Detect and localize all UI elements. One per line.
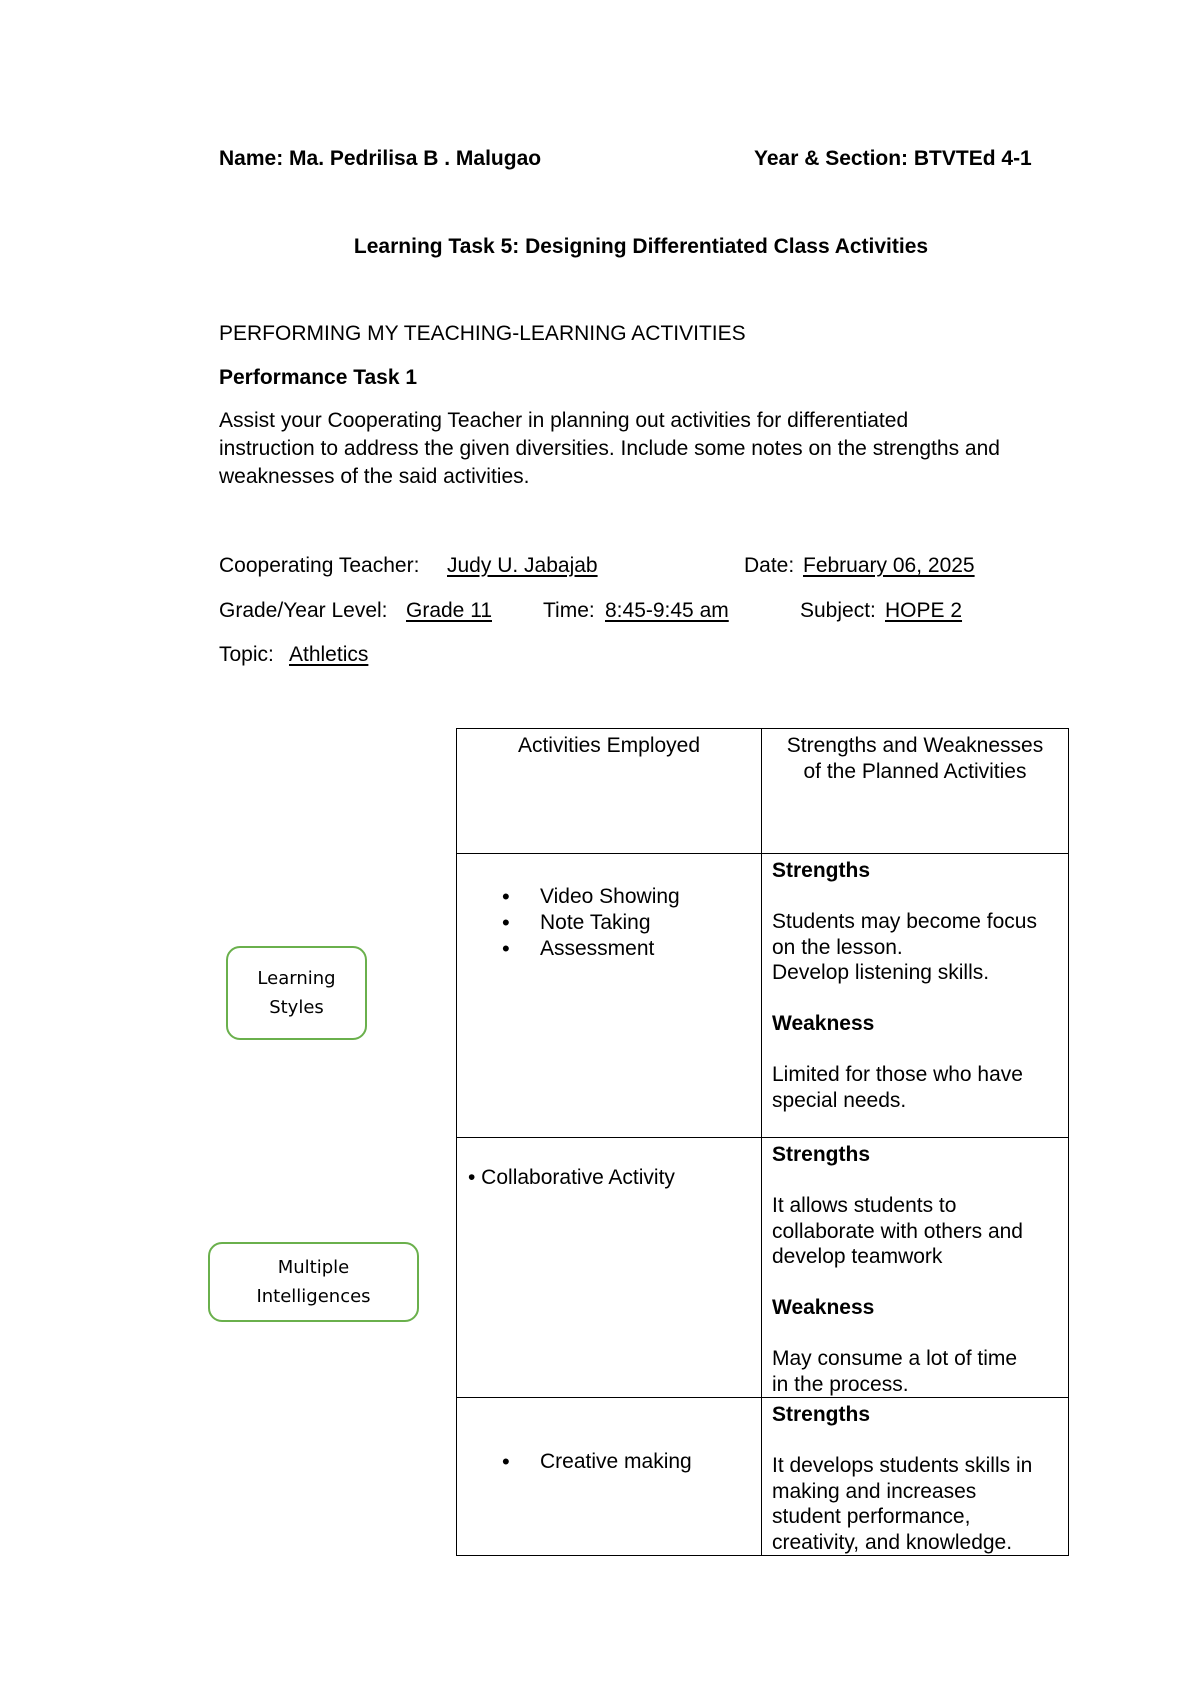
weakness-line: special needs.: [772, 1088, 907, 1112]
subject-label: Subject:: [800, 599, 876, 622]
strength-line: making and increases: [772, 1479, 977, 1503]
box-label: Styles: [269, 997, 324, 1018]
strengths-weaknesses-cell: [762, 854, 1069, 1138]
activity-list: [457, 884, 761, 962]
list-item: • Creative making: [457, 1449, 761, 1475]
table-row: [457, 1398, 1069, 1556]
subject-value: HOPE 2: [885, 599, 963, 622]
multiple-intelligences-box: [208, 1242, 419, 1322]
box-label: Multiple: [277, 1257, 350, 1278]
strength-line: student performance,: [772, 1505, 971, 1528]
strengths-heading: Strengths: [772, 1403, 871, 1426]
strengths-weaknesses-cell: [762, 1138, 1069, 1398]
strength-line: collaborate with others and: [772, 1219, 1023, 1243]
weakness-heading: Weakness: [772, 1012, 875, 1035]
activities-cell: [457, 854, 762, 1138]
activities-table: [456, 728, 1069, 1556]
header-text: of the Planned Activities: [803, 760, 1027, 783]
strength-line: It develops students skills in: [772, 1454, 1033, 1477]
student-name: Name: Ma. Pedrilisa B . Malugao: [219, 147, 542, 170]
strength-line: Students may become focus: [772, 910, 1037, 933]
box-label: Learning: [257, 968, 336, 989]
header-text: Activities Employed: [517, 734, 701, 757]
instruction-line: weaknesses of the said activities.: [219, 465, 530, 488]
section-heading: PERFORMING MY TEACHING-LEARNING ACTIVITIES: [219, 322, 746, 345]
instruction-line: Assist your Cooperating Teacher in planning out activities for differentiated: [219, 409, 909, 432]
instruction-line: instruction to address the given diversities. Include some notes on the strengths and: [219, 437, 1000, 460]
strengths-heading: Strengths: [772, 1143, 871, 1166]
table-header-row: [457, 729, 1069, 854]
date-value: February 06, 2025: [803, 554, 975, 577]
topic-value: Athletics: [289, 643, 369, 666]
strengths-heading: Strengths: [772, 859, 871, 882]
year-section: Year & Section: BTVTEd 4-1: [754, 147, 1032, 170]
teacher-label: Cooperating Teacher:: [219, 554, 420, 577]
document-title: Learning Task 5: Designing Differentiated Class Activities: [353, 235, 929, 258]
header-activities: [457, 729, 762, 854]
weakness-line: May consume a lot of time: [772, 1347, 1018, 1370]
strength-line: creativity, and knowledge.: [772, 1530, 1013, 1554]
header-strengths-weaknesses: [762, 729, 1069, 854]
weakness-line: in the process.: [772, 1372, 909, 1396]
strength-line: on the lesson.: [772, 935, 903, 959]
instructions: [219, 407, 1089, 491]
strength-line: It allows students to: [772, 1194, 957, 1217]
grade-value: Grade 11: [406, 599, 492, 622]
list-item: • Note Taking: [457, 910, 761, 936]
date-label: Date:: [744, 554, 795, 577]
task-heading: Performance Task 1: [219, 366, 418, 389]
teacher-value: Judy U. Jabajab: [447, 554, 598, 577]
table-row: [457, 1138, 1069, 1398]
activities-cell: [457, 1138, 762, 1398]
grade-label: Grade/Year Level:: [219, 599, 388, 622]
time-value: 8:45-9:45 am: [605, 599, 729, 622]
list-item: • Assessment: [457, 936, 761, 962]
strength-line: Develop listening skills.: [772, 961, 990, 984]
activity-list: [457, 1449, 761, 1475]
list-item: • Video Showing: [457, 884, 761, 910]
weakness-line: Limited for those who have: [772, 1063, 1023, 1086]
strength-line: develop teamwork: [772, 1245, 943, 1268]
topic-label: Topic:: [219, 643, 274, 666]
header-text: Strengths and Weaknesses: [786, 734, 1044, 757]
time-label: Time:: [543, 599, 595, 622]
box-label: Intelligences: [256, 1286, 371, 1307]
activities-cell: [457, 1398, 762, 1556]
strengths-weaknesses-cell: [762, 1398, 1069, 1556]
weakness-heading: Weakness: [772, 1296, 875, 1319]
learning-styles-box: [226, 946, 367, 1040]
table-row: [457, 854, 1069, 1138]
list-item: • Collaborative Activity: [468, 1166, 675, 1189]
